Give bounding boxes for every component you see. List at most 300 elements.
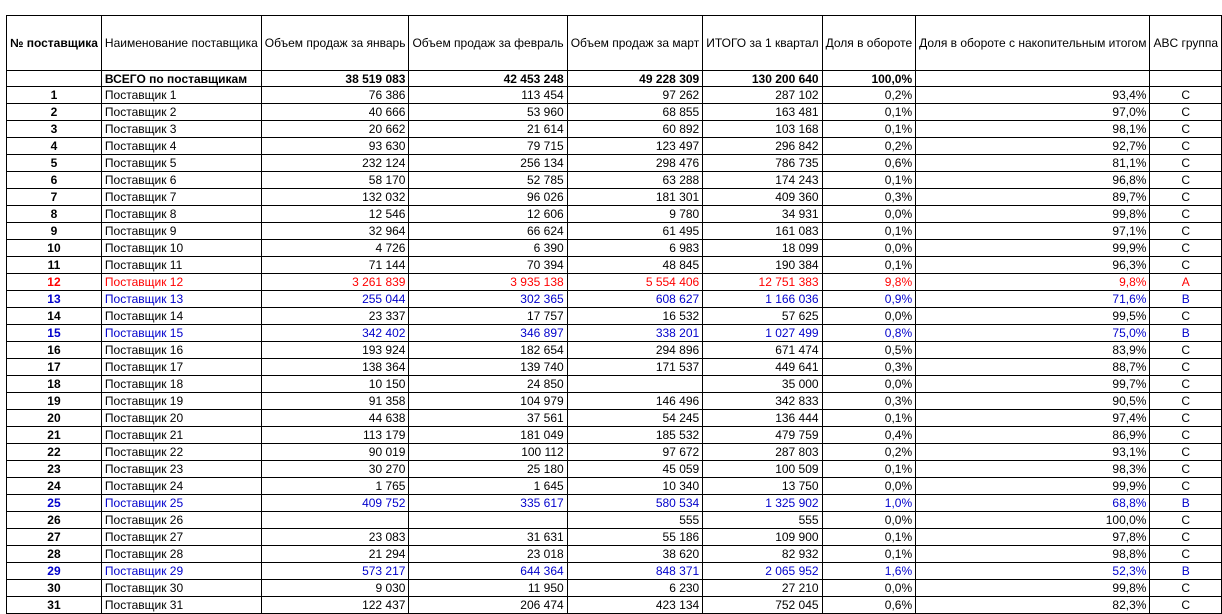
- supplier-number-cell: 15: [7, 325, 102, 342]
- cumulative-share-cell: 96,8%: [916, 172, 1150, 189]
- supplier-number-cell: 14: [7, 308, 102, 325]
- share-cell: 0,2%: [822, 87, 916, 104]
- header-quarter-total: ИТОГО за 1 квартал: [703, 16, 822, 71]
- quarter-total-cell: 1 166 036: [703, 291, 822, 308]
- supplier-number-cell: 30: [7, 580, 102, 597]
- supplier-name-cell: Поставщик 24: [101, 478, 261, 495]
- abc-group-cell: C: [1150, 138, 1222, 155]
- supplier-number-cell: 19: [7, 393, 102, 410]
- cumulative-share-cell: 97,1%: [916, 223, 1150, 240]
- supplier-number-cell: 13: [7, 291, 102, 308]
- header-row: [7, 16, 1222, 71]
- sales-january-cell: 71 144: [261, 257, 409, 274]
- cumulative-share-cell: 71,6%: [916, 291, 1150, 308]
- quarter-total-cell: 752 045: [703, 597, 822, 614]
- sales-february-cell: 66 624: [409, 223, 567, 240]
- share-cell: 1,0%: [822, 495, 916, 512]
- table-row: [7, 155, 1222, 172]
- share-cell: 0,3%: [822, 359, 916, 376]
- header-sales-february: Объем продаж за февраль: [409, 16, 567, 71]
- sales-march-cell: 146 496: [567, 393, 703, 410]
- quarter-total-cell: 35 000: [703, 376, 822, 393]
- sales-march-cell: 97 262: [567, 87, 703, 104]
- table-row: [7, 427, 1222, 444]
- sales-march-cell: 5 554 406: [567, 274, 703, 291]
- sales-january-cell: 193 924: [261, 342, 409, 359]
- supplier-name-cell: Поставщик 22: [101, 444, 261, 461]
- abc-group-cell: C: [1150, 529, 1222, 546]
- sales-february-cell: 11 950: [409, 580, 567, 597]
- quarter-total-cell: 287 102: [703, 87, 822, 104]
- share-cell: 0,9%: [822, 291, 916, 308]
- share-cell: 0,0%: [822, 206, 916, 223]
- cumulative-share-cell: 89,7%: [916, 189, 1150, 206]
- sales-march-cell: 63 288: [567, 172, 703, 189]
- sales-february-cell: 17 757: [409, 308, 567, 325]
- share-cell: 0,1%: [822, 172, 916, 189]
- cumulative-share-cell: 99,5%: [916, 308, 1150, 325]
- supplier-number-cell: 22: [7, 444, 102, 461]
- table-row: [7, 495, 1222, 512]
- sales-march-cell: 294 896: [567, 342, 703, 359]
- sales-january-cell: 40 666: [261, 104, 409, 121]
- supplier-number-cell: 17: [7, 359, 102, 376]
- sales-march-cell: 97 672: [567, 444, 703, 461]
- abc-group-cell: C: [1150, 427, 1222, 444]
- sales-february-cell: 21 614: [409, 121, 567, 138]
- cumulative-share-cell: 100,0%: [916, 512, 1150, 529]
- quarter-total-cell: 342 833: [703, 393, 822, 410]
- abc-group-cell: C: [1150, 257, 1222, 274]
- supplier-name-cell: Поставщик 21: [101, 427, 261, 444]
- abc-group-cell: C: [1150, 461, 1222, 478]
- sales-march-cell: 61 495: [567, 223, 703, 240]
- totals-abc-cell: [1150, 71, 1222, 87]
- sales-january-cell: 409 752: [261, 495, 409, 512]
- sales-january-cell: 132 032: [261, 189, 409, 206]
- totals-january: 38 519 083: [261, 71, 409, 87]
- supplier-number-cell: 11: [7, 257, 102, 274]
- cumulative-share-cell: 92,7%: [916, 138, 1150, 155]
- sales-january-cell: 44 638: [261, 410, 409, 427]
- sales-january-cell: 3 261 839: [261, 274, 409, 291]
- sales-january-cell: 122 437: [261, 597, 409, 614]
- supplier-number-cell: 26: [7, 512, 102, 529]
- table-row: [7, 206, 1222, 223]
- abc-analysis-table: [6, 15, 1222, 614]
- table-row: [7, 478, 1222, 495]
- sales-february-cell: 79 715: [409, 138, 567, 155]
- quarter-total-cell: 555: [703, 512, 822, 529]
- cumulative-share-cell: 93,4%: [916, 87, 1150, 104]
- share-cell: 0,0%: [822, 240, 916, 257]
- share-cell: 0,5%: [822, 342, 916, 359]
- abc-group-cell: C: [1150, 206, 1222, 223]
- sales-march-cell: [567, 376, 703, 393]
- cumulative-share-cell: 9,8%: [916, 274, 1150, 291]
- sales-january-cell: 58 170: [261, 172, 409, 189]
- supplier-number-cell: 1: [7, 87, 102, 104]
- quarter-total-cell: 479 759: [703, 427, 822, 444]
- sales-february-cell: 182 654: [409, 342, 567, 359]
- share-cell: 0,6%: [822, 597, 916, 614]
- supplier-name-cell: Поставщик 19: [101, 393, 261, 410]
- share-cell: 0,3%: [822, 393, 916, 410]
- table-row: [7, 529, 1222, 546]
- sales-march-cell: 580 534: [567, 495, 703, 512]
- abc-group-cell: C: [1150, 444, 1222, 461]
- cumulative-share-cell: 52,3%: [916, 563, 1150, 580]
- cumulative-share-cell: 88,7%: [916, 359, 1150, 376]
- sales-january-cell: 76 386: [261, 87, 409, 104]
- abc-group-cell: C: [1150, 393, 1222, 410]
- table-row: [7, 257, 1222, 274]
- cumulative-share-cell: 83,9%: [916, 342, 1150, 359]
- cumulative-share-cell: 98,3%: [916, 461, 1150, 478]
- sales-january-cell: 1 765: [261, 478, 409, 495]
- supplier-name-cell: Поставщик 30: [101, 580, 261, 597]
- table-row: [7, 444, 1222, 461]
- table-row: [7, 240, 1222, 257]
- abc-group-cell: C: [1150, 308, 1222, 325]
- table-row: [7, 104, 1222, 121]
- share-cell: 0,1%: [822, 410, 916, 427]
- share-cell: 0,1%: [822, 461, 916, 478]
- cumulative-share-cell: 96,3%: [916, 257, 1150, 274]
- sales-january-cell: 255 044: [261, 291, 409, 308]
- supplier-name-cell: Поставщик 9: [101, 223, 261, 240]
- sales-january-cell: 91 358: [261, 393, 409, 410]
- sales-february-cell: 6 390: [409, 240, 567, 257]
- quarter-total-cell: 671 474: [703, 342, 822, 359]
- quarter-total-cell: 57 625: [703, 308, 822, 325]
- share-cell: 0,1%: [822, 121, 916, 138]
- sales-february-cell: 644 364: [409, 563, 567, 580]
- sales-march-cell: 48 845: [567, 257, 703, 274]
- supplier-name-cell: Поставщик 13: [101, 291, 261, 308]
- abc-group-cell: C: [1150, 121, 1222, 138]
- totals-number-cell: [7, 71, 102, 87]
- share-cell: 0,0%: [822, 308, 916, 325]
- totals-share: 100,0%: [822, 71, 916, 87]
- cumulative-share-cell: 97,8%: [916, 529, 1150, 546]
- quarter-total-cell: 100 509: [703, 461, 822, 478]
- quarter-total-cell: 103 168: [703, 121, 822, 138]
- abc-group-cell: C: [1150, 512, 1222, 529]
- sales-march-cell: 555: [567, 512, 703, 529]
- quarter-total-cell: 161 083: [703, 223, 822, 240]
- sales-march-cell: 60 892: [567, 121, 703, 138]
- sales-february-cell: 1 645: [409, 478, 567, 495]
- abc-group-cell: C: [1150, 580, 1222, 597]
- abc-group-cell: C: [1150, 240, 1222, 257]
- share-cell: 0,0%: [822, 478, 916, 495]
- quarter-total-cell: 109 900: [703, 529, 822, 546]
- sales-january-cell: 9 030: [261, 580, 409, 597]
- abc-group-cell: B: [1150, 495, 1222, 512]
- table-row: [7, 410, 1222, 427]
- table-row: [7, 359, 1222, 376]
- supplier-number-cell: 21: [7, 427, 102, 444]
- header-share: Доля в обороте: [822, 16, 916, 71]
- share-cell: 0,1%: [822, 546, 916, 563]
- supplier-name-cell: Поставщик 27: [101, 529, 261, 546]
- supplier-name-cell: Поставщик 18: [101, 376, 261, 393]
- abc-group-cell: C: [1150, 478, 1222, 495]
- sales-march-cell: 608 627: [567, 291, 703, 308]
- sales-january-cell: 23 337: [261, 308, 409, 325]
- table-row: [7, 308, 1222, 325]
- sales-march-cell: 6 983: [567, 240, 703, 257]
- share-cell: 0,1%: [822, 104, 916, 121]
- sales-march-cell: 10 340: [567, 478, 703, 495]
- table-row: [7, 342, 1222, 359]
- cumulative-share-cell: 99,8%: [916, 206, 1150, 223]
- supplier-name-cell: Поставщик 28: [101, 546, 261, 563]
- sales-february-cell: 139 740: [409, 359, 567, 376]
- sales-january-cell: 232 124: [261, 155, 409, 172]
- totals-february: 42 453 248: [409, 71, 567, 87]
- cumulative-share-cell: 97,4%: [916, 410, 1150, 427]
- supplier-name-cell: Поставщик 15: [101, 325, 261, 342]
- supplier-name-cell: Поставщик 6: [101, 172, 261, 189]
- abc-group-cell: B: [1150, 291, 1222, 308]
- quarter-total-cell: 449 641: [703, 359, 822, 376]
- supplier-number-cell: 4: [7, 138, 102, 155]
- sales-january-cell: 21 294: [261, 546, 409, 563]
- sales-february-cell: 25 180: [409, 461, 567, 478]
- header-abc-group: ABC группа: [1150, 16, 1222, 71]
- totals-quarter: 130 200 640: [703, 71, 822, 87]
- supplier-number-cell: 18: [7, 376, 102, 393]
- share-cell: 0,8%: [822, 325, 916, 342]
- abc-group-cell: A: [1150, 274, 1222, 291]
- sales-march-cell: 181 301: [567, 189, 703, 206]
- quarter-total-cell: 409 360: [703, 189, 822, 206]
- totals-row: [7, 71, 1222, 87]
- supplier-name-cell: Поставщик 31: [101, 597, 261, 614]
- abc-group-cell: C: [1150, 410, 1222, 427]
- sales-february-cell: 70 394: [409, 257, 567, 274]
- share-cell: 0,2%: [822, 138, 916, 155]
- share-cell: 0,1%: [822, 257, 916, 274]
- share-cell: 1,6%: [822, 563, 916, 580]
- abc-group-cell: C: [1150, 172, 1222, 189]
- supplier-name-cell: Поставщик 5: [101, 155, 261, 172]
- supplier-name-cell: Поставщик 23: [101, 461, 261, 478]
- sales-february-cell: 206 474: [409, 597, 567, 614]
- table-row: [7, 189, 1222, 206]
- quarter-total-cell: 12 751 383: [703, 274, 822, 291]
- sales-march-cell: 338 201: [567, 325, 703, 342]
- quarter-total-cell: 1 027 499: [703, 325, 822, 342]
- abc-group-cell: C: [1150, 87, 1222, 104]
- sales-january-cell: 23 083: [261, 529, 409, 546]
- sales-march-cell: 38 620: [567, 546, 703, 563]
- supplier-number-cell: 7: [7, 189, 102, 206]
- supplier-name-cell: Поставщик 8: [101, 206, 261, 223]
- abc-group-cell: B: [1150, 563, 1222, 580]
- sales-february-cell: 52 785: [409, 172, 567, 189]
- table-row: [7, 223, 1222, 240]
- table-row: [7, 597, 1222, 614]
- sales-march-cell: 848 371: [567, 563, 703, 580]
- supplier-number-cell: 10: [7, 240, 102, 257]
- sales-march-cell: 185 532: [567, 427, 703, 444]
- abc-group-cell: C: [1150, 155, 1222, 172]
- abc-group-cell: B: [1150, 325, 1222, 342]
- sales-february-cell: [409, 512, 567, 529]
- sales-february-cell: 302 365: [409, 291, 567, 308]
- supplier-name-cell: Поставщик 29: [101, 563, 261, 580]
- sales-january-cell: 342 402: [261, 325, 409, 342]
- supplier-number-cell: 25: [7, 495, 102, 512]
- supplier-name-cell: Поставщик 7: [101, 189, 261, 206]
- supplier-number-cell: 8: [7, 206, 102, 223]
- abc-group-cell: C: [1150, 189, 1222, 206]
- quarter-total-cell: 1 325 902: [703, 495, 822, 512]
- sales-january-cell: 10 150: [261, 376, 409, 393]
- supplier-name-cell: Поставщик 26: [101, 512, 261, 529]
- sales-march-cell: 45 059: [567, 461, 703, 478]
- sales-march-cell: 55 186: [567, 529, 703, 546]
- sales-january-cell: 20 662: [261, 121, 409, 138]
- sales-february-cell: 100 112: [409, 444, 567, 461]
- abc-group-cell: C: [1150, 359, 1222, 376]
- supplier-number-cell: 5: [7, 155, 102, 172]
- share-cell: 0,0%: [822, 580, 916, 597]
- table-row: [7, 325, 1222, 342]
- cumulative-share-cell: 68,8%: [916, 495, 1150, 512]
- table-row: [7, 563, 1222, 580]
- supplier-name-cell: Поставщик 4: [101, 138, 261, 155]
- sales-february-cell: 335 617: [409, 495, 567, 512]
- sales-march-cell: 16 532: [567, 308, 703, 325]
- sales-february-cell: 23 018: [409, 546, 567, 563]
- cumulative-share-cell: 99,8%: [916, 580, 1150, 597]
- supplier-number-cell: 20: [7, 410, 102, 427]
- supplier-name-cell: Поставщик 10: [101, 240, 261, 257]
- sales-march-cell: 9 780: [567, 206, 703, 223]
- quarter-total-cell: 174 243: [703, 172, 822, 189]
- supplier-name-cell: Поставщик 17: [101, 359, 261, 376]
- share-cell: 0,3%: [822, 189, 916, 206]
- sales-march-cell: 171 537: [567, 359, 703, 376]
- quarter-total-cell: 136 444: [703, 410, 822, 427]
- supplier-name-cell: Поставщик 1: [101, 87, 261, 104]
- cumulative-share-cell: 75,0%: [916, 325, 1150, 342]
- supplier-name-cell: Поставщик 25: [101, 495, 261, 512]
- share-cell: 0,0%: [822, 376, 916, 393]
- cumulative-share-cell: 99,9%: [916, 240, 1150, 257]
- header-cumulative-share: Доля в обороте с накопительным итогом: [916, 16, 1150, 71]
- quarter-total-cell: 786 735: [703, 155, 822, 172]
- supplier-number-cell: 23: [7, 461, 102, 478]
- sales-january-cell: 4 726: [261, 240, 409, 257]
- table-row: [7, 393, 1222, 410]
- sales-january-cell: 93 630: [261, 138, 409, 155]
- totals-cumulative-cell: [916, 71, 1150, 87]
- sales-february-cell: 96 026: [409, 189, 567, 206]
- header-sales-march: Объем продаж за март: [567, 16, 703, 71]
- supplier-number-cell: 24: [7, 478, 102, 495]
- sales-january-cell: 30 270: [261, 461, 409, 478]
- supplier-number-cell: 27: [7, 529, 102, 546]
- share-cell: 0,2%: [822, 444, 916, 461]
- sales-january-cell: 12 546: [261, 206, 409, 223]
- totals-march: 49 228 309: [567, 71, 703, 87]
- sales-february-cell: 346 897: [409, 325, 567, 342]
- sales-february-cell: 3 935 138: [409, 274, 567, 291]
- quarter-total-cell: 13 750: [703, 478, 822, 495]
- sales-february-cell: 256 134: [409, 155, 567, 172]
- quarter-total-cell: 190 384: [703, 257, 822, 274]
- cumulative-share-cell: 97,0%: [916, 104, 1150, 121]
- sales-february-cell: 113 454: [409, 87, 567, 104]
- supplier-name-cell: Поставщик 20: [101, 410, 261, 427]
- table-row: [7, 291, 1222, 308]
- abc-group-cell: C: [1150, 546, 1222, 563]
- quarter-total-cell: 163 481: [703, 104, 822, 121]
- sales-march-cell: 423 134: [567, 597, 703, 614]
- cumulative-share-cell: 90,5%: [916, 393, 1150, 410]
- supplier-number-cell: 29: [7, 563, 102, 580]
- abc-group-cell: C: [1150, 104, 1222, 121]
- share-cell: 0,6%: [822, 155, 916, 172]
- table-row: [7, 546, 1222, 563]
- quarter-total-cell: 27 210: [703, 580, 822, 597]
- supplier-number-cell: 9: [7, 223, 102, 240]
- cumulative-share-cell: 93,1%: [916, 444, 1150, 461]
- table-row: [7, 138, 1222, 155]
- cumulative-share-cell: 81,1%: [916, 155, 1150, 172]
- sales-march-cell: 298 476: [567, 155, 703, 172]
- supplier-name-cell: Поставщик 2: [101, 104, 261, 121]
- cumulative-share-cell: 99,9%: [916, 478, 1150, 495]
- supplier-name-cell: Поставщик 11: [101, 257, 261, 274]
- sales-january-cell: 32 964: [261, 223, 409, 240]
- table-row: [7, 376, 1222, 393]
- share-cell: 0,4%: [822, 427, 916, 444]
- supplier-name-cell: Поставщик 14: [101, 308, 261, 325]
- sales-february-cell: 53 960: [409, 104, 567, 121]
- share-cell: 0,0%: [822, 512, 916, 529]
- sales-january-cell: 113 179: [261, 427, 409, 444]
- sales-january-cell: 90 019: [261, 444, 409, 461]
- quarter-total-cell: 82 932: [703, 546, 822, 563]
- table-row: [7, 274, 1222, 291]
- supplier-number-cell: 31: [7, 597, 102, 614]
- supplier-number-cell: 16: [7, 342, 102, 359]
- quarter-total-cell: 296 842: [703, 138, 822, 155]
- sales-march-cell: 123 497: [567, 138, 703, 155]
- header-supplier-number: № поставщика: [7, 16, 102, 71]
- cumulative-share-cell: 98,8%: [916, 546, 1150, 563]
- table-row: [7, 87, 1222, 104]
- table-row: [7, 121, 1222, 138]
- supplier-name-cell: Поставщик 16: [101, 342, 261, 359]
- quarter-total-cell: 34 931: [703, 206, 822, 223]
- quarter-total-cell: 2 065 952: [703, 563, 822, 580]
- header-sales-january: Объем продаж за январь: [261, 16, 409, 71]
- abc-group-cell: C: [1150, 223, 1222, 240]
- totals-label: ВСЕГО по поставщикам: [101, 71, 261, 87]
- sales-february-cell: 12 606: [409, 206, 567, 223]
- table-row: [7, 172, 1222, 189]
- share-cell: 0,1%: [822, 223, 916, 240]
- table-row: [7, 461, 1222, 478]
- sales-january-cell: [261, 512, 409, 529]
